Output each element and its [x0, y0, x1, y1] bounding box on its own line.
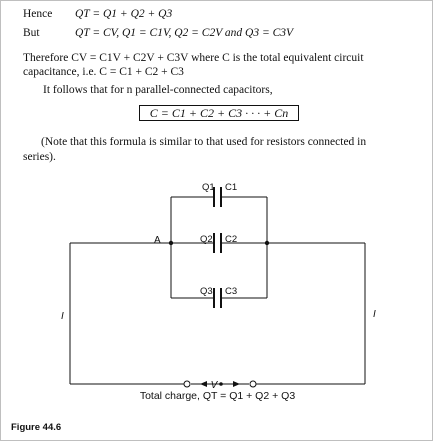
current-right-label: I — [373, 309, 376, 320]
figure-caption: Total charge, QT = Q1 + Q2 + Q3 — [139, 390, 296, 402]
supply-dot — [219, 382, 223, 386]
but-label: But — [23, 27, 40, 39]
cap2-capacitance-label: C2 — [225, 234, 238, 245]
node-a-label: A — [154, 235, 161, 246]
cap1-capacitance-label: C1 — [225, 182, 238, 193]
junction-b-dot — [265, 241, 269, 245]
terminal-right — [250, 381, 256, 387]
current-left-label: I — [61, 311, 64, 322]
cap1-charge-label: Q1 — [202, 182, 215, 193]
note-line-1: (Note that this formula is similar to that used for resistors connected in — [41, 136, 367, 148]
circuit-wires — [70, 197, 365, 384]
arrow-right-head — [233, 381, 240, 387]
parallel-capacitor-circuit — [1, 1, 433, 442]
follows-line: It follows that for n parallel-connected capacitors, — [43, 84, 273, 96]
figure-label: Figure 44.6 — [11, 422, 62, 433]
arrow-left-head — [200, 381, 207, 387]
therefore-line-1: Therefore CV = C1V + C2V + C3V where C is the total equivalent circuit — [23, 52, 364, 64]
terminal-left — [184, 381, 190, 387]
junction-dots — [169, 241, 269, 386]
cap2-charge-label: Q2 — [200, 234, 213, 245]
boxed-formula: C = C1 + C2 + C3 · · · + Cn — [139, 105, 299, 121]
hence-label: Hence — [23, 8, 53, 20]
but-equation: QT = CV, Q1 = C1V, Q2 = C2V and Q3 = C3V — [75, 27, 294, 39]
therefore-line-2: capacitance, i.e. C = C1 + C2 + C3 — [23, 66, 184, 78]
junction-a-dot — [169, 241, 173, 245]
capacitor-plates — [214, 187, 221, 308]
note-line-2: series). — [23, 151, 56, 163]
cap3-capacitance-label: C3 — [225, 286, 238, 297]
hence-equation: QT = Q1 + Q2 + Q3 — [75, 8, 173, 20]
voltage-label: V — [210, 380, 218, 391]
cap3-charge-label: Q3 — [200, 286, 213, 297]
